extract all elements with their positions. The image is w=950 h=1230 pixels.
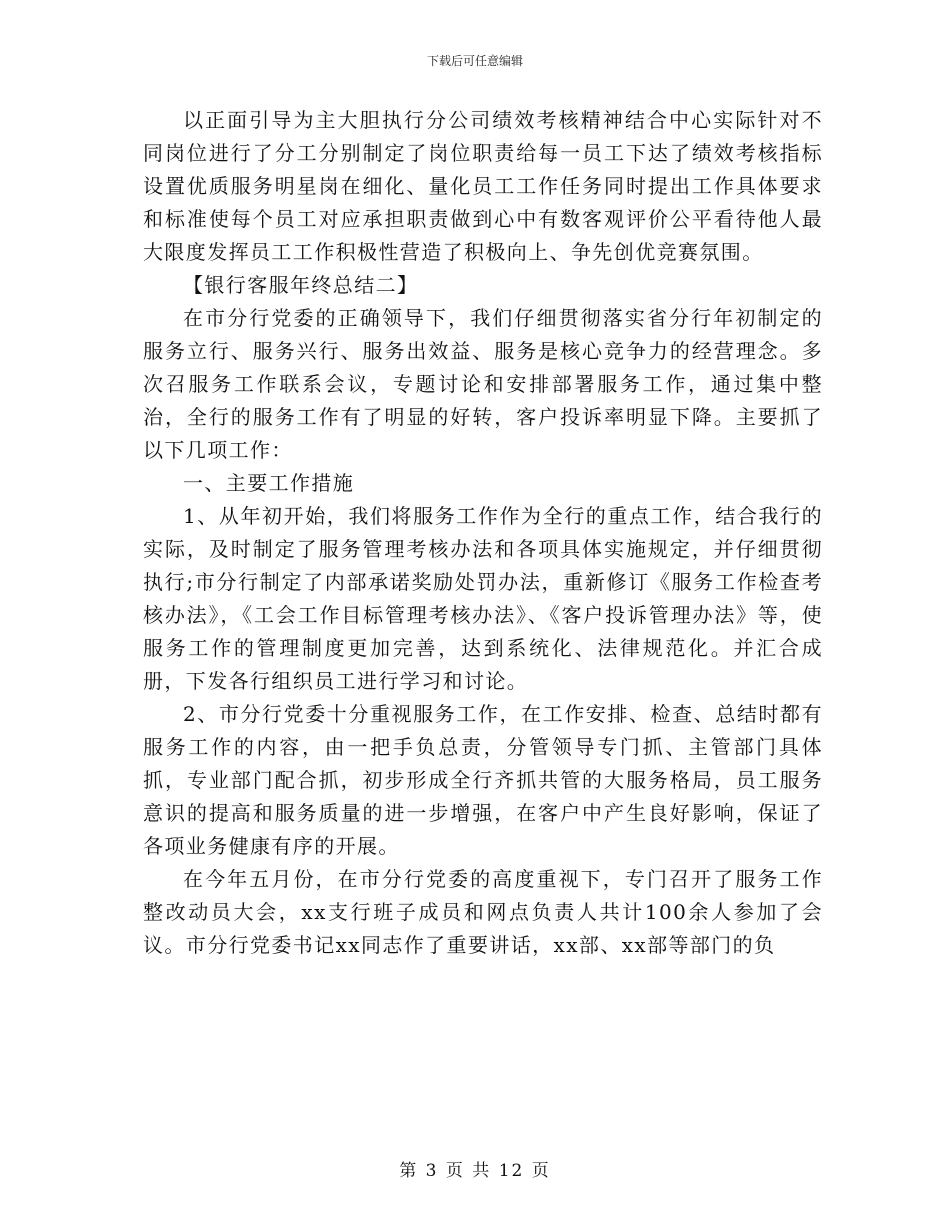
paragraph: 在今年五月份，在市分行党委的高度重视下，专门召开了服务工作整改动员大会，xx支行班子成员和网点负责人共计100余人参加了会议。市分行党委书记xx同志作了重要讲话，xx部、xx部等部门的负 xyxy=(143,867,823,957)
section-heading: 一、主要工作措施 xyxy=(183,471,355,495)
paragraph: 1、从年初开始，我们将服务工作作为全行的重点工作，结合我行的实际，及时制定了服务管理考核办法和各项具体实施规定，并仔细贯彻执行;市分行制定了内部承诺奖励处罚办法，重新修订《服务工作检查考核办法》，《工会工作目标管理考核办法》、《客户投诉管理办法》等，使服务工作的管理制度更加完善，达到系统化、法律规范化。并汇合成册，下发各行组织员工进行学习和讨论。 xyxy=(143,504,823,693)
paragraph: 2、市分行党委十分重视服务工作，在工作安排、检查、总结时都有服务工作的内容，由一把手负总责，分管领导专门抓、主管部门具体抓，专业部门配合抓，初步形成全行齐抓共管的大服务格局，员工服务意识的提高和服务质量的进一步增强，在客户中产生良好影响，保证了各项业务健康有序的开展。 xyxy=(143,702,823,858)
paragraph: 在市分行党委的正确领导下，我们仔细贯彻落实省分行年初制定的服务立行、服务兴行、服务出效益、服务是核心竞争力的经营理念。多次召服务工作联系会议，专题讨论和安排部署服务工作，通过集中整治，全行的服务工作有了明显的好转，客户投诉率明显下降。主要抓了以下几项工作： xyxy=(143,306,823,462)
paragraph: 以正面引导为主大胆执行分公司绩效考核精神结合中心实际针对不同岗位进行了分工分别制定了岗位职责给每一员工下达了绩效考核指标设置优质服务明星岗在细化、量化员工工作任务同时提出工作具体要求和标准使每个员工对应承担职责做到心中有数客观评价公平看待他人最大限度发挥员工工作积极性营造了积极向上、争先创优竞赛氛围。 xyxy=(143,108,823,264)
page-header: 下载后可任意编辑 xyxy=(426,54,523,68)
section-title: 【银行客服年终总结二】 xyxy=(183,273,419,297)
page-footer: 第 3 页 共 12 页 xyxy=(399,1161,551,1181)
document-body xyxy=(143,104,823,962)
